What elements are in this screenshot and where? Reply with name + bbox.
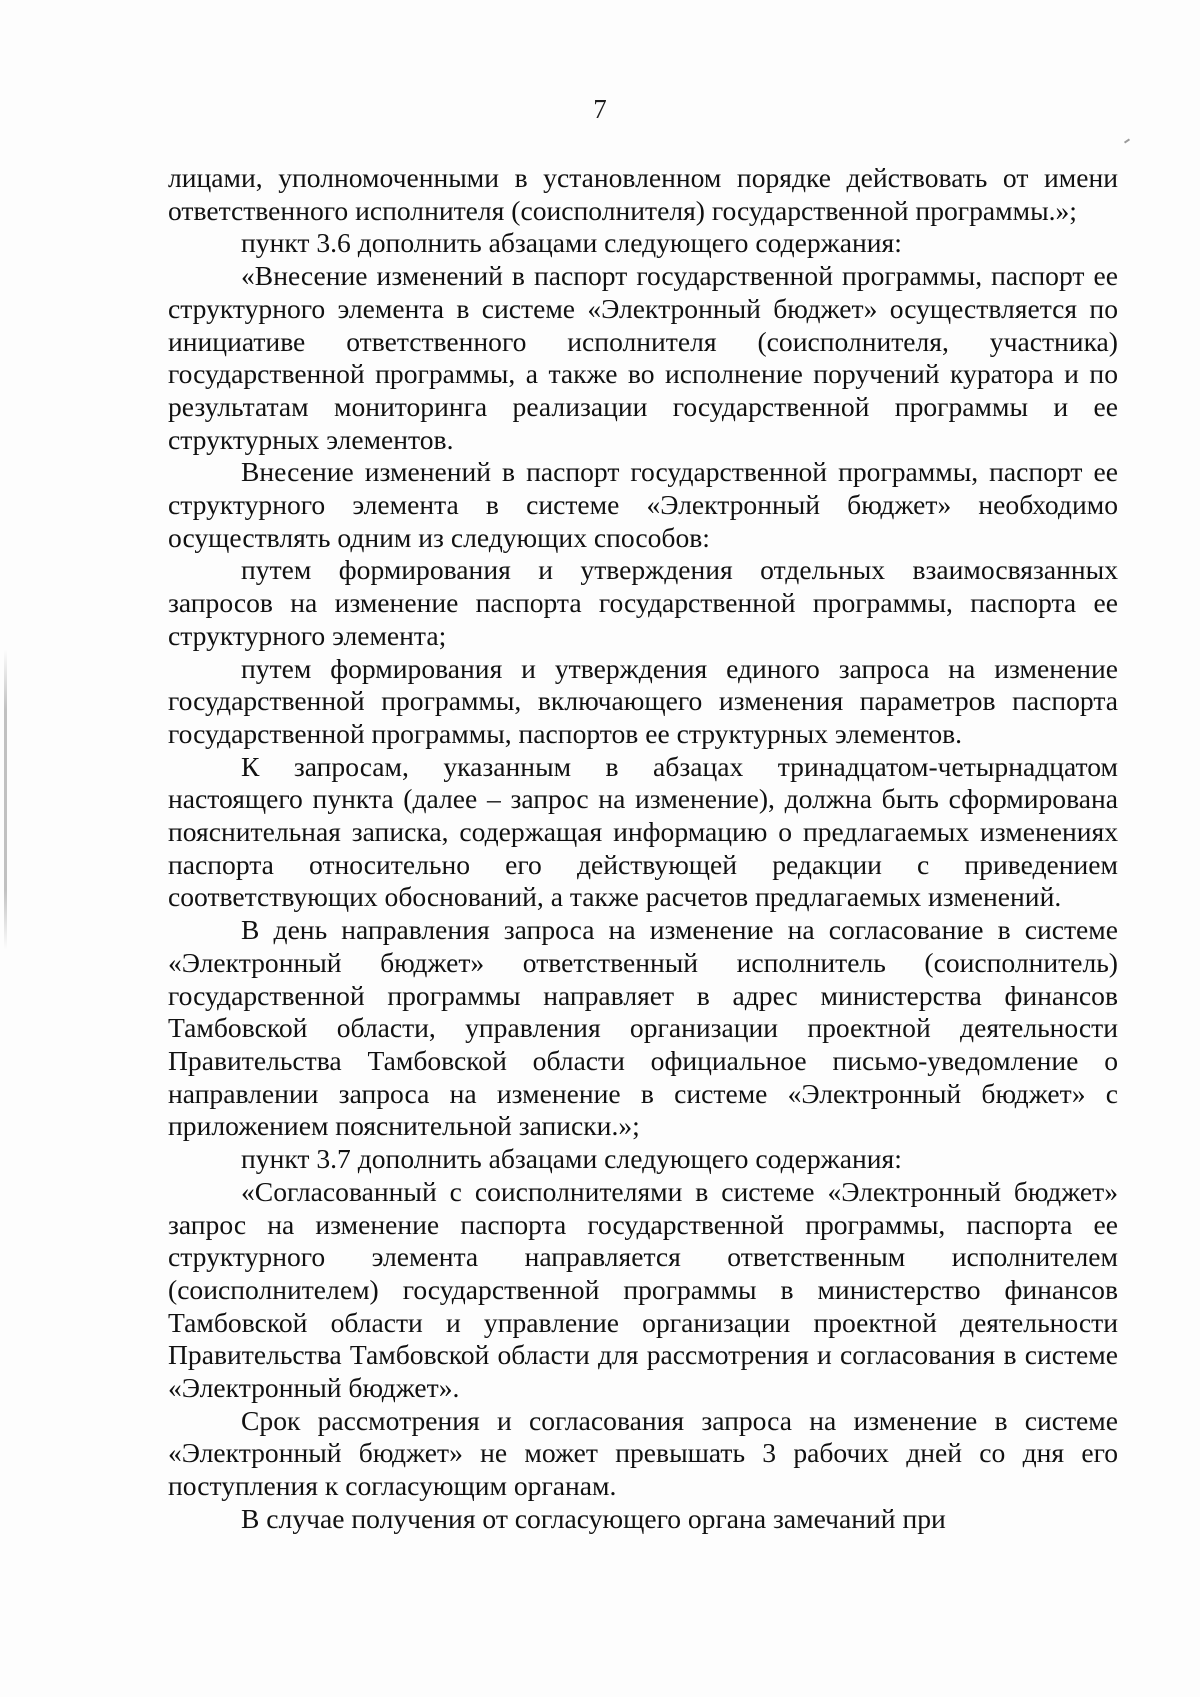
paragraph-item-3-7-intro: пункт 3.7 дополнить абзацами следующего содержания:	[241, 1143, 902, 1175]
paragraph: В день направления запроса на изменение на согласование в системе «Электронный бюджет» ответственный исполнитель (соисполнитель) государственной программы направляет в адрес министерства финансов Тамбовской области, управления организации проектной деятельности Правительства Тамбовской области официальное письмо-уведомление о направлении запроса на изменение в системе «Электронный бюджет» с приложением пояснительной записки.»;	[168, 914, 1118, 1142]
document-body	[168, 162, 1118, 1536]
paragraph-item-3-6-intro: пункт 3.6 дополнить абзацами следующего содержания:	[241, 227, 902, 259]
paragraph: «Внесение изменений в паспорт государственной программы, паспорт ее структурного элемента в системе «Электронный бюджет» осуществляется по инициативе ответственного исполнителя (соисполнителя, участника) государственной программы, а также во исполнение поручений куратора и по результатам мониторинга реализации государственной программы и ее структурных элементов.	[168, 260, 1118, 455]
paragraph: Срок рассмотрения и согласования запроса на изменение в системе «Электронный бюджет» не может превышать 3 рабочих дней со дня его поступления к согласующим органам.	[168, 1404, 1118, 1502]
paragraph-last: В случае получения от согласующего органа замечаний при	[241, 1502, 946, 1534]
scan-mark-artifact	[1124, 138, 1130, 143]
scan-edge-artifact	[4, 650, 7, 950]
paragraph: «Согласованный с соисполнителями в системе «Электронный бюджет» запрос на изменение паспорта государственной программы, паспорта ее структурного элемента направляется ответственным исполнителем (соисполнителем) государственной программы в министерство финансов Тамбовской области и управление организации проектной деятельности Правительства Тамбовской области для рассмотрения и согласования в системе «Электронный бюджет».	[168, 1175, 1118, 1404]
paragraph: К запросам, указанным в абзацах тринадцатом-четырнадцатом настоящего пункта (далее – запрос на изменение), должна быть сформирована пояснительная записка, содержащая информацию о предлагаемых изменениях паспорта относительно его действующей редакции с приведением соответствующих обоснований, а также расчетов предлагаемых изменений.	[168, 750, 1118, 913]
paragraph: путем формирования и утверждения единого запроса на изменение государственной программы, включающего изменения параметров паспорта государственной программы, паспортов ее структурных элементов.	[168, 652, 1118, 749]
page-number: 7	[593, 94, 607, 124]
paragraph-continuation: лицами, уполномоченными в установленном порядке действовать от имени ответственного исполнителя (соисполнителя) государственной программы.»;	[168, 162, 1118, 226]
paragraph: Внесение изменений в паспорт государственной программы, паспорт ее структурного элемента в системе «Электронный бюджет» необходимо осуществлять одним из следующих способов:	[168, 456, 1118, 553]
paragraph: путем формирования и утверждения отдельных взаимосвязанных запросов на изменение паспорта государственной программы, паспорта ее структурного элемента;	[168, 554, 1118, 651]
